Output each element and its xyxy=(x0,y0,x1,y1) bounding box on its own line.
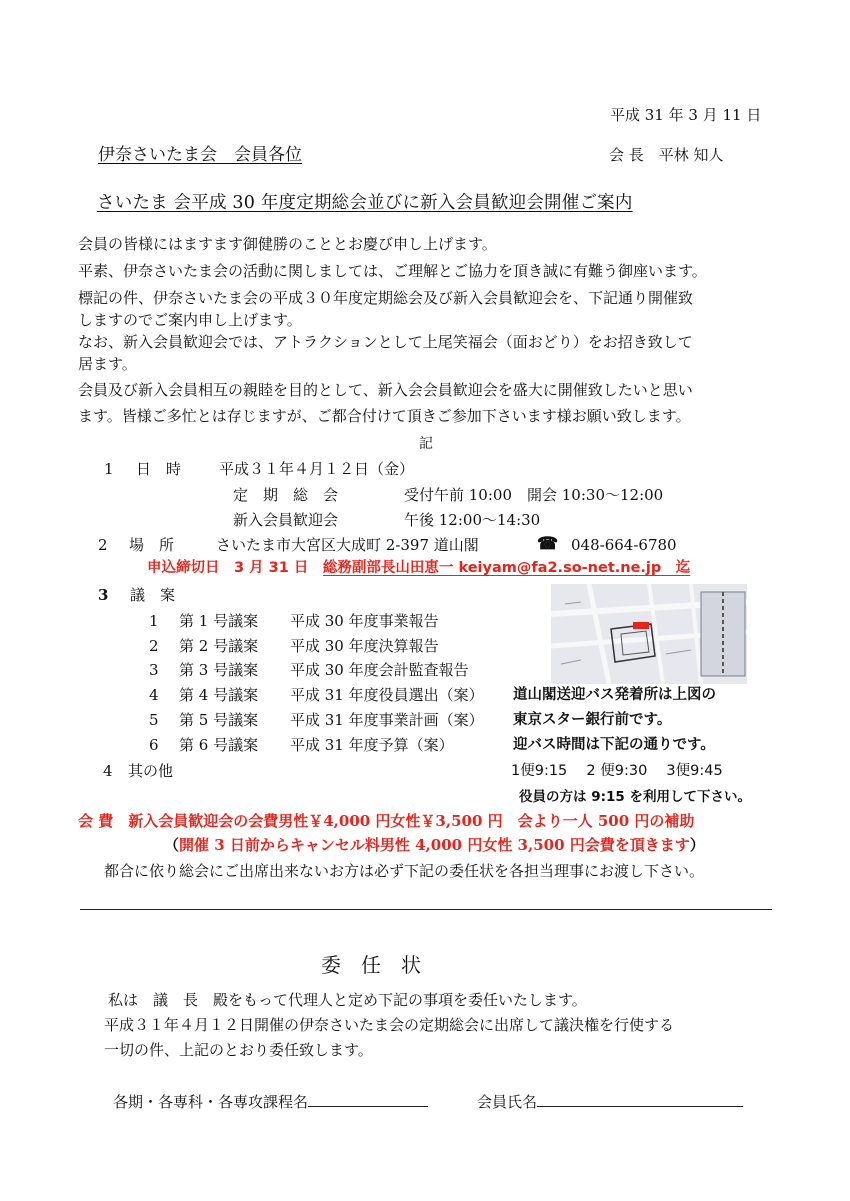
welcome-label: 新入会員歓迎会 xyxy=(233,511,339,529)
map-icon xyxy=(551,584,747,684)
agenda-number: 6 xyxy=(149,736,159,754)
agenda-name: 第 6 号議案 xyxy=(179,736,259,754)
bus-note: 役員の方は 9:15 を利用して下さい。 xyxy=(519,789,751,805)
agenda-label: 議 案 xyxy=(130,586,176,604)
member-name-blank[interactable] xyxy=(537,1092,743,1107)
agenda-number: 5 xyxy=(149,711,159,729)
course-name-label: 各期・各専科・各専攻課程名 xyxy=(113,1093,309,1111)
intro-line: なお、新入会員歓迎会では、アトラクションとして上尾笑福会（面おどり）をお招き致して xyxy=(78,333,693,351)
course-name-field xyxy=(113,1092,428,1111)
member-name-field xyxy=(477,1092,743,1111)
item-number: 4 xyxy=(103,762,113,780)
item-number: 3 xyxy=(98,586,109,604)
meeting-time: 受付午前 10:00 開会 10:30～12:00 xyxy=(404,486,664,504)
agenda-desc: 平成 30 年度決算報告 xyxy=(290,637,439,655)
agenda-desc: 平成 31 年度役員選出（案） xyxy=(290,686,484,704)
ki-heading: 記 xyxy=(419,436,433,452)
sender: 会 長 平林 知人 xyxy=(609,146,724,164)
agenda-desc: 平成 30 年度会計監査報告 xyxy=(290,661,469,679)
item-number: 1 xyxy=(104,460,114,478)
agenda-number: 4 xyxy=(149,686,159,704)
paren-close: ） xyxy=(689,836,705,854)
fee-line: 会 費 新入会員歓迎会の会費男性￥4,000 円女性￥3,500 円 会より一人 500 円の補助 xyxy=(78,812,695,830)
proxy-line: 私は 議 長 殿をもって代理人と定め下記の事項を委任いたします。 xyxy=(108,991,587,1009)
intro-line: 居ます。 xyxy=(78,355,137,373)
other-label: 其の他 xyxy=(128,762,174,780)
date-label: 日 時 xyxy=(136,460,182,478)
agenda-desc: 平成 31 年度予算（案） xyxy=(290,736,454,754)
place-label: 場 所 xyxy=(129,536,175,554)
divider-line xyxy=(80,909,772,910)
agenda-name: 第 4 号議案 xyxy=(179,686,259,704)
welcome-time: 午後 12:00～14:30 xyxy=(404,511,541,529)
paren-open: （ xyxy=(164,836,180,854)
bus-schedule: 1便9:15 2 便9:30 3便9:45 xyxy=(511,763,723,779)
intro-line: 会員及び新入会員相互の親睦を目的として、新入会会員歓迎会を盛大に開催致したいと思い xyxy=(78,381,693,399)
meeting-label: 定 期 総 会 xyxy=(233,486,339,504)
deadline-contact: 総務副部長山田恵一 keiyam@fa2.so-net.ne.jp 迄 xyxy=(322,560,691,576)
intro-line: 標記の件、伊奈さいたま会の平成３０年度定期総会及び新入会員歓迎会を、下記通り開催致 xyxy=(78,289,694,307)
bus-info-line: 迎バス時間は下記の通りです。 xyxy=(513,737,715,753)
intro-line: ます。皆様ご多忙とは存じますが、ご都合付けて頂きご参加下さいます様お願い致します。 xyxy=(78,407,691,425)
proxy-instruction: 都合に依り総会にご出席出来ないお方は必ず下記の委任状を各担当理事にお渡し下さい。 xyxy=(104,862,705,880)
agenda-name: 第 3 号議案 xyxy=(179,661,259,679)
intro-line: 平素、伊奈さいたま会の活動に関しましては、ご理解とご協力を頂き誠に有難う御座います。 xyxy=(78,262,707,280)
agenda-name: 第 2 号議案 xyxy=(179,637,259,655)
document-title: さいたま 会平成 30 年度定期総会並びに新入会員歓迎会開催ご案内 xyxy=(97,193,633,213)
intro-line: しますのでご案内申し上げます。 xyxy=(78,311,302,329)
proxy-line: 平成３１年４月１２日開催の伊奈さいたま会の定期総会に出席して議決権を行使する xyxy=(104,1016,675,1034)
bus-info-line: 東京スター銀行前です。 xyxy=(513,712,672,728)
agenda-number: 1 xyxy=(149,612,159,630)
agenda-number: 3 xyxy=(149,661,159,679)
bus-info-line: 道山閣送迎バス発着所は上図の xyxy=(513,687,716,703)
place-value: さいたま市大宮区大成町 2-397 道山閣 xyxy=(216,536,479,554)
proxy-title: 委任状 xyxy=(321,953,441,977)
document-date: 平成 31 年 3 月 11 日 xyxy=(610,106,762,124)
agenda-desc: 平成 31 年度事業計画（案） xyxy=(290,711,484,729)
phone-icon: ☎ xyxy=(537,534,559,554)
addressee: 伊奈さいたま会 会員各位 xyxy=(98,145,302,165)
item-number: 2 xyxy=(98,536,108,554)
member-name-label: 会員氏名 xyxy=(477,1093,538,1111)
agenda-name: 第 5 号議案 xyxy=(179,711,259,729)
deadline-line xyxy=(147,560,690,577)
course-name-blank[interactable] xyxy=(308,1092,428,1107)
agenda-name: 第 1 号議案 xyxy=(179,612,259,630)
intro-line: 会員の皆様にはますます御健勝のこととお慶び申し上げます。 xyxy=(78,235,497,253)
venue-map-image xyxy=(551,584,747,684)
agenda-desc: 平成 30 年度事業報告 xyxy=(290,612,439,630)
deadline-date: 申込締切日 3 月 31 日 xyxy=(147,560,323,576)
date-value: 平成３１年４月１２日（金） xyxy=(219,460,415,478)
proxy-line: 一切の件、上記のとおり委任致します。 xyxy=(104,1041,373,1059)
agenda-number: 2 xyxy=(149,637,159,655)
cancel-text: 開催 3 日前からキャンセル料男性 4,000 円女性 3,500 円会費を頂きます xyxy=(179,836,690,854)
phone-number: 048-664-6780 xyxy=(571,536,677,554)
cancel-note xyxy=(164,836,705,854)
